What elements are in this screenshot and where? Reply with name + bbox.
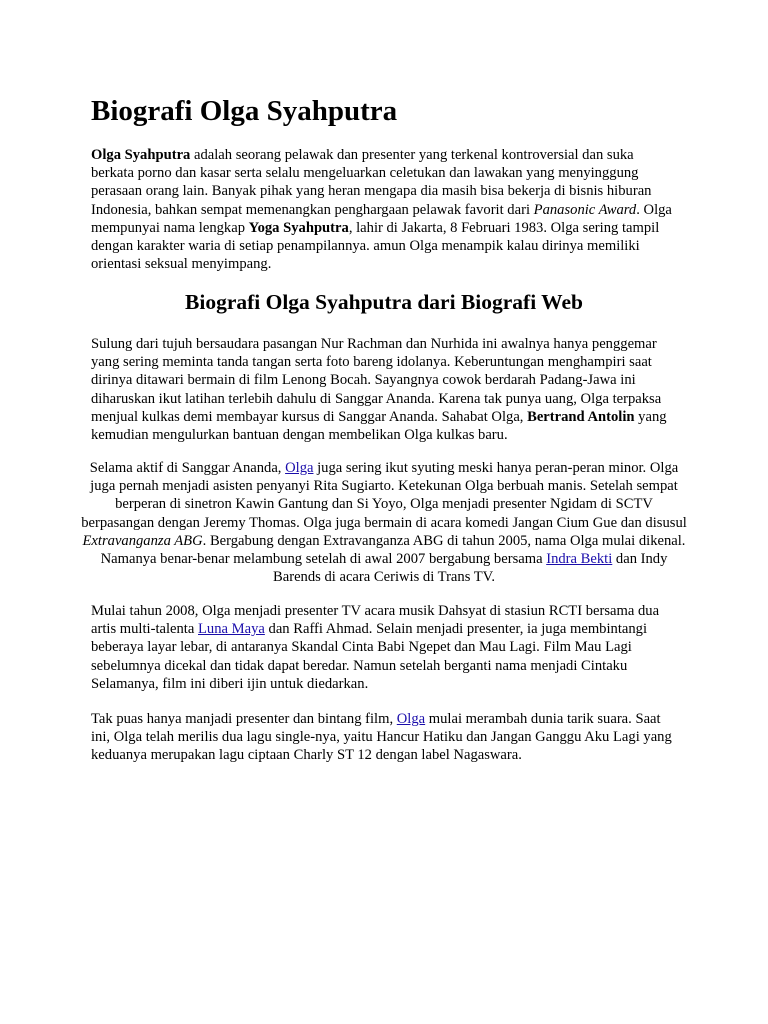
intro-paragraph <box>91 146 676 273</box>
para3-text-2: juga sering ikut syuting meski hanya peran-peran minor. Olga juga pernah menjadi asisten penyanyi Rita Sugiarto. Ketekunan Olga berbuah manis. Setelah sempat berperan di sinetron Kawin Gantung dan Si Yoyo, Olga menjadi presenter Ngidam di SCTV berpasangan dengan Jeremy Thomas. Olga juga bermain di acara komedi Jangan Cium Gue dan disusul <box>81 460 687 531</box>
paragraph-dahsyat <box>91 602 676 693</box>
intro-text-2: . Olga mempunyai nama lengkap <box>91 201 672 236</box>
olga-link-2[interactable]: Olga <box>396 711 426 727</box>
para5-text-2: mulai merambah dunia tarik suara. Saat ini, Olga telah merilis dua lagu single-nya, yaitu Hancur Hatiku dan Jangan Ganggu Aku Lagi yang keduanya merupakan lagu ciptaan Charly ST 12 dengan label Nagaswara. <box>91 711 672 764</box>
name-bold: Olga Syahputra <box>91 147 191 163</box>
para4-text-1: Mulai tahun 2008, Olga menjadi presenter TV acara musik Dahsyat di stasiun RCTI bersama dua artis multi-talenta <box>91 603 660 638</box>
paragraph-career <box>80 459 688 586</box>
para4-text-2: dan Raffi Ahmad. Selain menjadi presenter, ia juga membintangi beberaya layar lebar, di antaranya Skandal Cinta Babi Ngepet dan Mau Lagi. Film Mau Lagi sebelumnya dicekal dan tidak dapat beredar. Namun setelah berganti nama menjadi Cintaku Selamanya, film ini diberi ijin untuk diedarkan. <box>91 621 648 692</box>
para3-text-3: . Bergabung dengan Extravanganza ABG di tahun 2005, nama Olga mulai dikenal. Namanya benar-benar melambung setelah di awal 2007 bergabung bersama <box>100 532 686 568</box>
full-name-bold: Yoga Syahputra <box>248 219 349 236</box>
intro-text-3: , lahir di Jakarta, 8 Februari 1983. Olga sering tampil dengan karakter waria di setiap penampilannya. amun Olga menampik kalau dirinya memiliki orientasi seksual menyimpang. <box>91 219 660 273</box>
award-italic: Panasonic Award <box>533 201 637 218</box>
para5-text-1: Tak puas hanya manjadi presenter dan bintang film, <box>91 711 397 727</box>
olga-link[interactable]: Olga <box>285 460 314 476</box>
indra-bekti-link[interactable]: Indra Bekti <box>546 551 613 568</box>
paragraph-early-life <box>91 335 676 444</box>
para3-text-4: dan Indy Barends di acara Ceriwis di Trans TV. <box>273 551 668 586</box>
intro-text-1: adalah seorang pelawak dan presenter yang terkenal kontroversial dan suka berkata porno dan kasar serta selalu mengeluarkan celetukan dan lawakan yang menyinggung perasaan orang lain. Banyak pihak yang heran mengapa dia masih bisa bekerja di bisnis hiburan Indonesia, bahkan sempat memenangkan penghargaan pelawak favorit dari <box>91 147 652 218</box>
para2-text-2: yang kemudian mengulurkan bantuan dengan membelikan Olga kulkas baru. <box>91 408 667 444</box>
section-heading: Biografi Olga Syahputra dari Biografi Web <box>185 290 583 314</box>
page-title: Biografi Olga Syahputra <box>91 95 398 127</box>
bertrand-bold: Bertrand Antolin <box>527 408 635 425</box>
luna-maya-link[interactable]: Luna Maya <box>198 621 265 638</box>
show-italic: Extravanganza ABG <box>82 532 203 549</box>
paragraph-music <box>91 710 676 765</box>
para3-text-1: Selama aktif di Sanggar Ananda, <box>89 460 286 476</box>
para2-text-1: Sulung dari tujuh bersaudara pasangan Nur Rachman dan Nurhida ini awalnya hanya penggemar yang sering meminta tanda tangan serta foto bareng idolanya. Keberuntungan menghampiri saat dirinya ditawari bermain di film Lenong Bocah. Sayangnya cowok berdarah Padang-Jawa ini diharuskan ikut latihan terlebih dahulu di Sanggar Ananda. Karena tak punya uang, Olga terpaksa menjual kulkas demi membayar kursus di Sanggar Ananda. Sahabat Olga, <box>91 336 662 425</box>
